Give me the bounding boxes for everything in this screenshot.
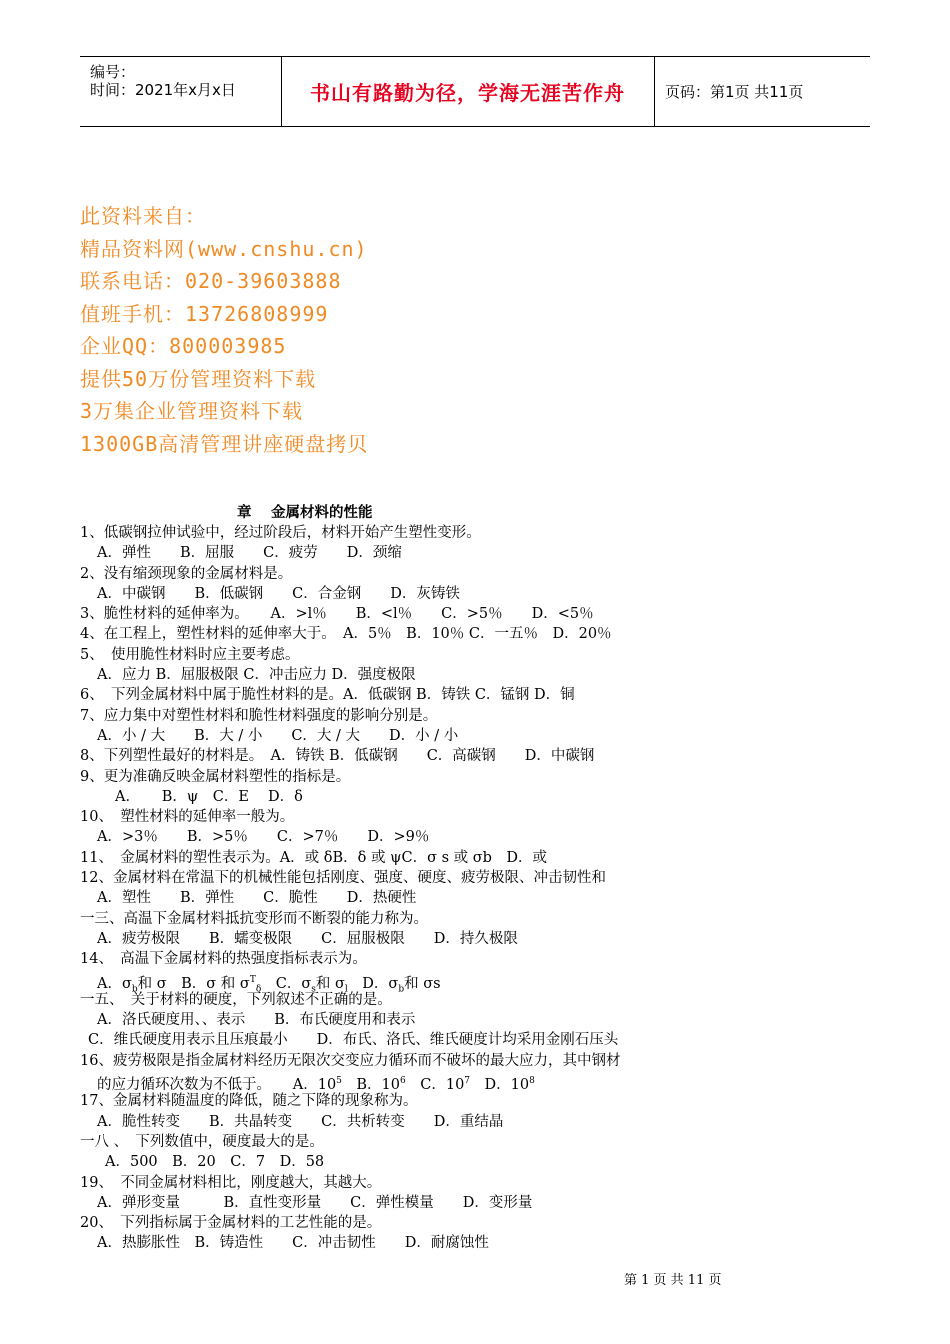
- question-line: 19、 不同金属材料相比，刚度越大，其越大。: [80, 1174, 382, 1191]
- superscript: T: [249, 974, 256, 985]
- question-list: [80, 503, 880, 1254]
- question-line: 1、低碳钢拉伸试验中，经过阶段后，材料开始产生塑性变形。: [80, 525, 481, 541]
- options-line: A．疲劳极限 B．蠕变极限 C．屈服极限 D．持久极限: [97, 930, 518, 947]
- text-part: B．10: [341, 1076, 401, 1093]
- question-line: 16、疲劳极限是指金属材料经历无限次交变应力循环而不破坏的最大应力，其中钢材: [80, 1052, 621, 1069]
- subscript: s: [311, 984, 316, 995]
- options-line: A． B．ψ C．E D．δ: [115, 788, 303, 805]
- ad-line: 3万集企业管理资料下载: [80, 399, 304, 423]
- subscript: b: [398, 984, 405, 995]
- page-info: 页码：第1页 共11页: [665, 83, 804, 101]
- text-part: C．10: [405, 1076, 465, 1093]
- question-line: 一五、 关于材料的硬度，下列叙述不正确的是。: [80, 991, 392, 1008]
- number-label: 编号：: [90, 63, 136, 81]
- subscript: b: [131, 984, 138, 995]
- question-line: 20、 下列指标属于金属材料的工艺性能的是。: [80, 1215, 382, 1232]
- options-line: A．>3％ B．>5％ C．>7％ D．>9％: [97, 829, 430, 846]
- text-part: 和 σ B．σ 和 σ: [137, 975, 250, 992]
- question-line: 2、没有缩颈现象的金属材料是。: [80, 565, 293, 582]
- options-line: A．塑性 B．弹性 C．脆性 D．热硬性: [97, 890, 417, 907]
- options-line: A．弹形变量 B．直性变形量 C．弹性模量 D．变形量: [97, 1194, 533, 1211]
- options-line: A．小 / 大 B．大 / 小 C．大 / 大 D．小 / 小: [97, 727, 459, 744]
- ad-line: 此资料来自：: [80, 204, 206, 228]
- page-footer: 第 1 页 共 11 页: [624, 1273, 722, 1288]
- question-line: 一三、高温下金属材料抵抗变形而不断裂的能力称为。: [80, 910, 428, 927]
- ad-line: 企业QQ：800003985: [80, 334, 287, 358]
- text-part: A．σ: [97, 975, 132, 992]
- superscript: 6: [400, 1076, 406, 1087]
- header-motto-cell: [281, 57, 655, 126]
- options-line: C．维氏硬度用表示且压痕最小 D．布氏、洛氏、维氏硬度计均采用金刚石压头: [88, 1032, 619, 1049]
- text-part: D．σ: [347, 975, 399, 992]
- document-header: [80, 56, 870, 127]
- options-line: A．应力 B．屈服极限 C．冲击应力 D．强度极限: [97, 667, 416, 684]
- text-part: 和 σ: [315, 975, 345, 992]
- header-meta: [80, 57, 282, 126]
- motto: 书山有路勤为径，学海无涯苦作舟: [310, 81, 625, 105]
- question-line: 5、 使用脆性材料时应主要考虑。: [80, 646, 300, 663]
- question-line: 12、金属材料在常温下的机械性能包括刚度、强度、硬度、疲劳极限、冲击韧性和: [80, 870, 606, 887]
- text-part: C．σ: [261, 975, 312, 992]
- options-line: A．脆性转变 B．共晶转变 C．共析转变 D．重结晶: [97, 1113, 504, 1130]
- options-line: A．500 B．20 C．7 D．58: [105, 1154, 325, 1171]
- question-line: [80, 1071, 880, 1091]
- superscript: 8: [529, 1076, 535, 1087]
- text-part: D．10: [470, 1076, 530, 1093]
- question-line: 17、金属材料随温度的降低，随之下降的现象称为。: [80, 1093, 418, 1110]
- header-page-cell: [655, 57, 870, 126]
- text-part: 的应力循环次数为不低于。 A．10: [97, 1076, 337, 1093]
- question-line: 11、 金属材料的塑性表示为。A．或 δB．δ 或 ψC．σ s 或 σb D．或: [80, 849, 548, 866]
- ad-line: 提供50万份管理资料下载: [80, 366, 317, 391]
- subscript: δ: [255, 984, 262, 995]
- question-line: 9、更为准确反映金属材料塑性的指标是。: [80, 768, 351, 785]
- question-line: 8、下列塑性最好的材料是。 A．铸铁 B．低碳钢 C．高碳钢 D．中碳钢: [80, 748, 595, 765]
- ad-line: 1300GB高清管理讲座硬盘拷贝: [80, 431, 369, 456]
- question-line: 一八 、 下列数值中，硬度最大的是。: [80, 1133, 324, 1150]
- question-line: 3、脆性材料的延伸率为。 A．>l％ B．<l％ C．>5％ D．<5％: [80, 606, 594, 623]
- options-line: [80, 970, 880, 995]
- superscript: 5: [336, 1076, 342, 1087]
- options-line: A．热膨胀性 B．铸造性 C．冲击韧性 D．耐腐蚀性: [97, 1235, 489, 1252]
- subscript: l: [344, 984, 348, 995]
- text-part: 和 σs: [404, 975, 441, 992]
- question-line: 6、 下列金属材料中属于脆性材料的是。A．低碳钢 B．铸铁 C．锰钢 D．铜: [80, 687, 575, 704]
- question-line: 4、在工程上，塑性材料的延伸率大于。 A．5％ B．10％ C．一五％ D．20％: [80, 626, 612, 643]
- superscript: 7: [464, 1076, 471, 1087]
- question-line: 10、 塑性材料的延伸率一般为。: [80, 809, 295, 826]
- time-label: 时间：2021年x月x日: [90, 81, 236, 99]
- ad-line: 值班手机：13726808999: [80, 301, 329, 326]
- ad-block: [80, 200, 368, 460]
- chapter-title: 章 金属材料的性能: [237, 504, 373, 521]
- question-line: 14、 高温下金属材料的热强度指标表示为。: [80, 951, 367, 968]
- question-line: 7、应力集中对塑性材料和脆性材料强度的影响分别是。: [80, 707, 438, 724]
- options-line: A．洛氏硬度用、、表示 B．布氏硬度用和表示: [97, 1012, 416, 1029]
- options-line: A．弹性 B．屈服 C．疲劳 D．颈缩: [97, 545, 402, 562]
- ad-line: 精品资料网(www.cnshu.cn): [80, 236, 368, 261]
- ad-line: 联系电话：020-39603888: [80, 269, 342, 293]
- options-line: A．中碳钢 B．低碳钢 C．合金钢 D．灰铸铁: [97, 585, 460, 602]
